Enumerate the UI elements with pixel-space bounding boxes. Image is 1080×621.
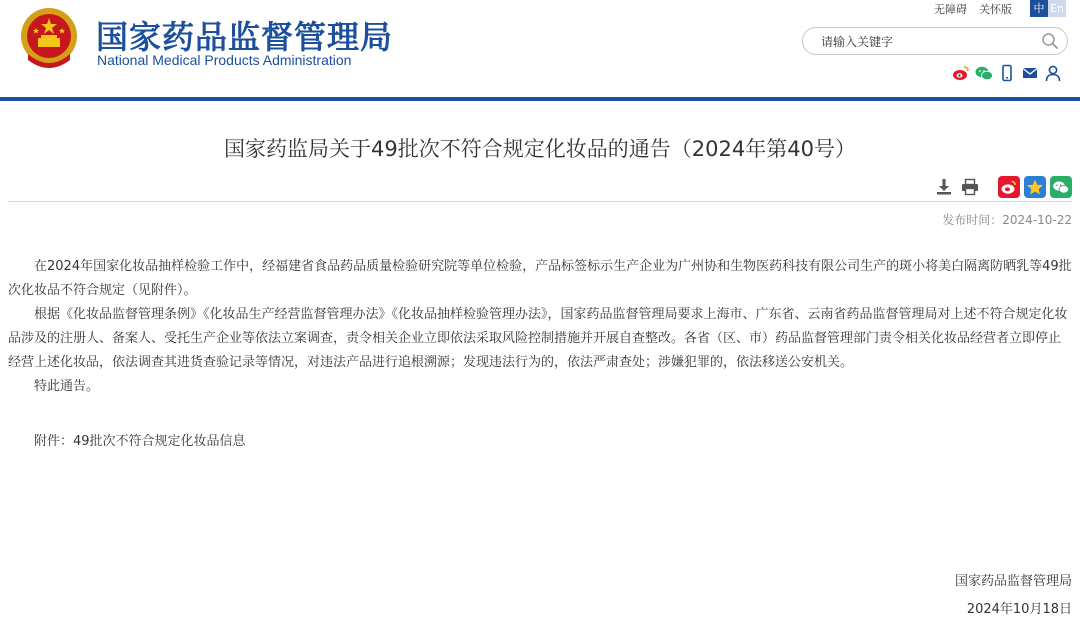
social-links (947, 64, 1062, 82)
publish-time (942, 211, 1072, 228)
weibo-share-icon[interactable] (998, 176, 1020, 198)
article-title: 国家药监局关于49批次不符合规定化妆品的通告（2024年第40号） (224, 137, 856, 161)
body-paragraph-2: 根据《化妆品监督管理条例》《化妆品生产经营监督管理办法》《化妆品抽样检验管理办法》，国家药品监督管理局要求上海市、广东省、云南省药品监督管理局对上述不符合规定化妆品涉及的注册人、备案人、受托生产企业等依法立案调查，责令相关企业立即依法采取风险控制措施并开展自查整改。各省（区、市）药品监督管理部门责令相关化妆品经营者立即停止经营上述化妆品，依法调查其进货查验记录等情况，对违法产品进行追根溯源；发现违法行为的，依法严肃查处；涉嫌犯罪的，依法移送公安机关。 (8, 307, 1068, 370)
top-links (934, 0, 1066, 17)
signature-org: 国家药品监督管理局 (954, 574, 1072, 589)
search-icon[interactable] (1041, 32, 1059, 50)
publish-time-value: 2024-10-22 (1002, 213, 1072, 227)
qzone-star-glyph (1026, 178, 1044, 196)
search-box (802, 27, 1068, 55)
weibo-share-glyph (1000, 178, 1018, 196)
search-input[interactable] (819, 32, 1033, 52)
publish-time-label: 发布时间： (942, 213, 1003, 227)
header-divider-bar (0, 97, 1080, 101)
lang-en-button[interactable]: En (1048, 0, 1066, 17)
article-body (8, 255, 1072, 454)
attachment-link[interactable]: 附件：49批次不符合规定化妆品信息 (34, 434, 246, 449)
accessibility-link[interactable]: 无障碍 (934, 2, 967, 16)
user-icon[interactable] (1044, 64, 1062, 82)
site-name-en[interactable]: National Medical Products Administration (97, 52, 352, 68)
site-header (0, 0, 1080, 98)
qzone-share-icon[interactable] (1024, 176, 1046, 198)
wechat-icon[interactable] (975, 64, 993, 82)
body-paragraph-1: 在2024年国家化妆品抽样检验工作中，经福建省食品药品质量检验研究院等单位检验，产品标签标示生产企业为广州协和生物医药科技有限公司生产的斑小将美白隔离防晒乳等49批次化妆品不符合规定（见附件）。 (8, 259, 1072, 298)
body-paragraph-3: 特此通告。 (34, 379, 100, 394)
care-mode-link[interactable]: 关怀版 (979, 2, 1012, 16)
language-switch (1030, 0, 1066, 17)
lang-zh-button[interactable]: 中 (1030, 0, 1048, 17)
title-divider (8, 201, 1072, 202)
national-emblem-icon[interactable] (18, 6, 80, 70)
article-toolbar (928, 176, 1072, 198)
mobile-icon[interactable] (998, 64, 1016, 82)
site-name-cn[interactable]: 国家药品监督管理局 (96, 18, 394, 56)
mail-icon[interactable] (1021, 64, 1039, 82)
download-icon[interactable] (934, 177, 954, 197)
wechat-share-glyph (1052, 178, 1070, 196)
wechat-share-icon[interactable] (1050, 176, 1072, 198)
weibo-icon[interactable] (952, 64, 970, 82)
print-icon[interactable] (960, 177, 980, 197)
signature-date: 2024年10月18日 (966, 602, 1072, 617)
